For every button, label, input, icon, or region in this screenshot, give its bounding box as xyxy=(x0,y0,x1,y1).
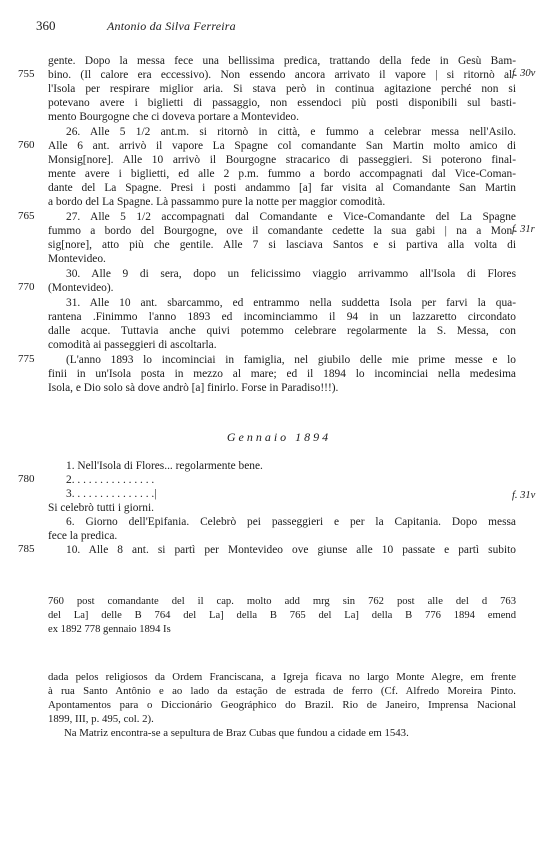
folio-mark: f. 31r xyxy=(512,224,535,235)
body-line: (L'anno 1893 lo incominciai in famiglia, nel giubilo delle mie prime messe e lo xyxy=(66,354,516,366)
month-heading: Gennaio 1894 xyxy=(226,430,332,444)
line-number: 770 xyxy=(18,281,35,293)
apparatus-line: 760 post comandante del il cap. molto add mrg sin 762 post alle del d 763 xyxy=(48,596,516,607)
body-line: mente avere i biglietti, ed alle 2 p.m. fummo a bordo accompagnati dal Vice-Coman- xyxy=(48,168,516,180)
body-line: 27. Alle 5 1/2 accompagnati dal Comandante e Vice-Comandante del La Spagne xyxy=(66,211,516,223)
body-line: 26. Alle 5 1/2 ant.m. si ritornò in città, e fummo a celebrar messa nell'Asilo. xyxy=(66,126,516,138)
body-line: dante del La Spagne. Presi i posti andammo [a] far visita al Comandante San Martin xyxy=(48,182,516,194)
body-line: potevano avere i biglietti di passaggio, non essendoci più posti disponibili sul basti- xyxy=(48,97,516,109)
entry-line: 3. . . . . . . . . . . . . . .| xyxy=(66,488,157,500)
body-line: l'Isola per respirare miglior aria. Si stava però in continua agitazione perché non si xyxy=(48,83,516,95)
entry-line: 6. Giorno dell'Epifania. Celebrò pei passeggieri e per la Capitania. Dopo messa xyxy=(66,516,516,528)
body-line: finii in un'Isola posta in mezzo al mare; ed il 1894 lo incominciai nella medesima xyxy=(48,368,516,380)
line-number: 755 xyxy=(18,68,35,80)
line-number: 785 xyxy=(18,543,35,555)
body-line: dalle acque. Tuttavia anche quivi potemmo celebrare regolarmente la S. Messa, con xyxy=(48,325,516,337)
body-line: comodità ai passeggieri di ascoltarla. xyxy=(48,339,217,351)
body-line: (Montevideo). xyxy=(48,282,114,294)
line-number: 780 xyxy=(18,473,35,485)
body-line: Montevideo. xyxy=(48,253,106,265)
body-line: Monsig[nore]. Alle 10 arrivò il Bourgogne stracarico di passeggieri. Si poterono final- xyxy=(48,154,516,166)
body-line: Alle 6 ant. arrivò il vapore La Spagne col comandante San Martin molto amico di xyxy=(48,140,516,152)
line-number: 765 xyxy=(18,210,35,222)
apparatus-line: ex 1892 778 gennaio 1894 Is xyxy=(48,624,171,635)
footnote-line: Apontamentos para o Diccionário Geográphico do Brazil. Rio de Janeiro, Imprensa Nacional xyxy=(48,699,516,711)
footnote-line: Na Matriz encontra-se a sepultura de Braz Cubas que fundou a cidade em 1543. xyxy=(64,727,409,739)
footnote-line: à rua Santo Antônio e ao lado da estação de estrada de ferro (Cf. Alfredo Moreira Pinto. xyxy=(48,685,516,697)
body-line: 30. Alle 9 di sera, dopo un felicissimo viaggio arrivammo all'Isola di Flores xyxy=(66,268,516,280)
running-title: Antonio da Silva Ferreira xyxy=(107,19,236,33)
page-number: 360 xyxy=(36,18,56,33)
body-line: Isola, e Dio solo sà dove andrò [a] finirlo. Forse in Paradiso!!!). xyxy=(48,382,339,394)
folio-mark: f. 30v xyxy=(512,68,536,79)
footnote-line: dada pelos religiosos da Ordem Franciscana, a Igreja ficava no largo Monte Alegre, em frente xyxy=(48,671,516,683)
line-number: 775 xyxy=(18,353,35,365)
entry-line: fece la predica. xyxy=(48,530,118,542)
apparatus-line: del La] delle B 764 del La] della B 765 del La] della B 776 1894 emend xyxy=(48,610,516,621)
entry-line: 10. Alle 8 ant. si partì per Montevideo ove giunse alle 10 passate e partì subito xyxy=(66,544,516,556)
body-line: gente. Dopo la messa fece una bellissima predica, trattando della fede in Gesù Bam- xyxy=(48,55,516,67)
line-number: 760 xyxy=(18,139,35,151)
entry-line: Si celebrò tutti i giorni. xyxy=(48,502,154,514)
entry-line: 1. Nell'Isola di Flores... regolarmente bene. xyxy=(66,460,263,472)
body-line: sig[nore], atto più che gentile. Alle 7 si lasciava Santos e si partiva alla volta di xyxy=(48,239,516,251)
body-line: 31. Alle 10 ant. sbarcammo, ed entrammo nella suddetta Isola per farvi la qua- xyxy=(66,297,516,309)
body-line: mento Bourgogne che ci doveva portare a Montevideo. xyxy=(48,111,299,123)
body-line: a bordo del La Spagne. Là passammo pure la notte per maggior comodità. xyxy=(48,196,386,208)
folio-mark: f. 31v xyxy=(512,490,536,501)
body-line: fummo a bordo del Bourgogne, ove il comandante cedette la sua gabi | na a Mon- xyxy=(48,225,516,237)
body-line: rantena .Finimmo l'anno 1893 ed incominciammo il 94 in un lazzaretto circondato xyxy=(48,311,516,323)
entry-line: 2. . . . . . . . . . . . . . . xyxy=(66,474,155,486)
footnote-line: 1899, III, p. 495, col. 2). xyxy=(48,713,154,725)
body-line: bino. (Il calore era eccessivo). Non essendo ancora arrivato il vapore | si ritornò al- xyxy=(48,69,516,81)
